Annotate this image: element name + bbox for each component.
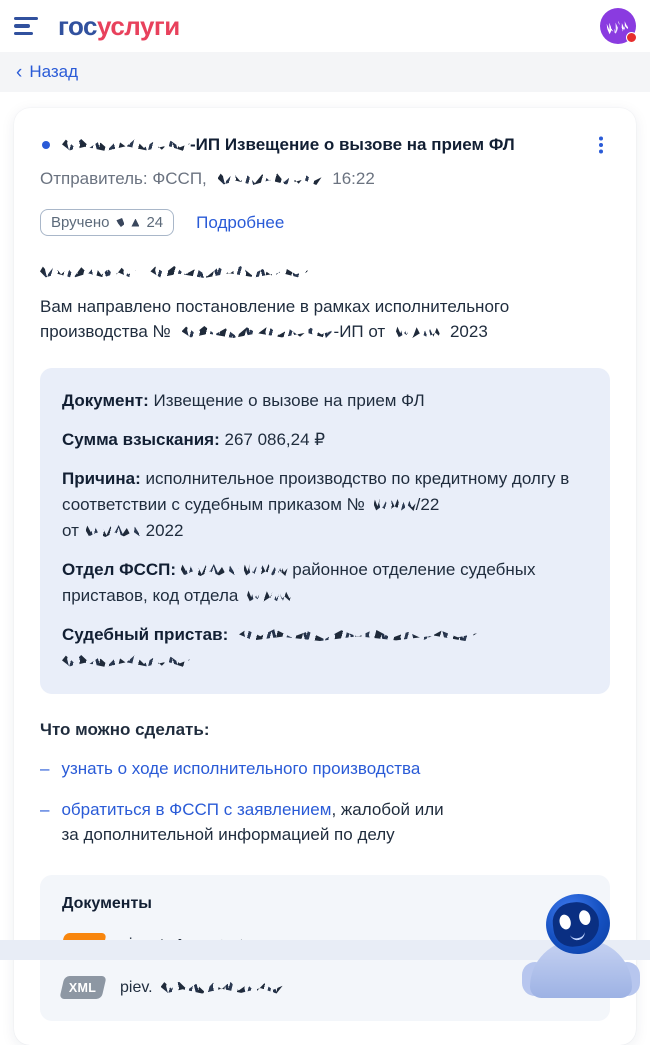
logo-part-blue: гос bbox=[58, 10, 97, 41]
document-row-xml[interactable] bbox=[62, 976, 588, 999]
back-navigation-bar bbox=[0, 52, 650, 92]
detail-document: Документ: Извещение о вызове на прием ФЛ bbox=[62, 391, 425, 410]
robot-assistant-icon[interactable] bbox=[522, 894, 640, 998]
action-link-contact-fssp[interactable]: обратиться в ФССП с заявлением bbox=[61, 800, 332, 819]
message-body: Вам направлено постановление в рамках исполнительного производства № -ИП от 2023 bbox=[40, 297, 510, 341]
redacted-district-2 bbox=[244, 564, 288, 576]
status-label: Вручено bbox=[51, 214, 110, 231]
details-link[interactable]: Подробнее bbox=[196, 212, 285, 232]
detail-reason: Причина: исполнительное производство по кредитному долгу в соответствии с судебным приказом № /22 от 2022 bbox=[62, 469, 570, 540]
menu-icon[interactable] bbox=[14, 16, 40, 36]
xml-file-icon: XML bbox=[59, 976, 106, 999]
message-title: -ИП Извещение о вызове на прием ФЛ bbox=[62, 134, 592, 156]
notification-dot bbox=[626, 32, 637, 43]
unread-dot bbox=[42, 141, 50, 149]
action-item: – обратиться в ФССП с заявлением, жалобой или за дополнительной информацией по делу bbox=[40, 797, 610, 847]
detail-department: Отдел ФССП: районное отделение судебных приставов, код отдела bbox=[62, 560, 536, 605]
back-button[interactable] bbox=[16, 62, 78, 82]
status-row bbox=[40, 209, 610, 236]
sender-line: Отправитель: ФССП, 16:22 bbox=[40, 169, 375, 188]
action-item bbox=[40, 756, 610, 781]
documents-heading: Документы bbox=[62, 895, 152, 912]
detail-sum: Сумма взыскания: 267 086,24 ₽ bbox=[62, 430, 326, 449]
redacted-order-date bbox=[86, 525, 144, 537]
back-label: Назад bbox=[29, 62, 79, 81]
redacted-bailiff-name-1 bbox=[239, 629, 477, 641]
triangle-icon bbox=[131, 219, 139, 227]
redacted-mark-icon bbox=[116, 218, 124, 227]
redacted-salutation-line bbox=[40, 264, 610, 282]
dash-bullet: – bbox=[40, 800, 50, 819]
status-badge[interactable] bbox=[40, 209, 174, 236]
action-link-proceeding-status[interactable]: узнать о ходе исполнительного производства bbox=[61, 759, 421, 778]
redacted-bailiff-name-2 bbox=[62, 655, 190, 667]
sum-value: 267 086,24 ₽ bbox=[224, 430, 326, 449]
detail-bailiff: Судебный пристав: bbox=[62, 622, 588, 674]
redacted-avatar-initials bbox=[606, 19, 630, 35]
redacted-filename bbox=[161, 982, 283, 994]
redacted-sender-date bbox=[218, 173, 322, 185]
redacted-proceeding-number bbox=[182, 326, 334, 338]
case-details-box bbox=[40, 368, 610, 694]
actions-heading: Что можно сделать: bbox=[40, 720, 210, 739]
message-time: 16:22 bbox=[332, 169, 375, 188]
app-header bbox=[0, 0, 650, 52]
message-title-row bbox=[40, 134, 610, 156]
document-name: piev. bbox=[120, 979, 570, 997]
redacted-order-number bbox=[374, 499, 416, 511]
redacted-dept-code bbox=[247, 590, 293, 602]
redacted-case-number bbox=[62, 139, 190, 151]
message-kebab-menu[interactable] bbox=[592, 134, 610, 156]
gosuslugi-logo[interactable] bbox=[58, 11, 180, 42]
message-page bbox=[0, 92, 650, 996]
chevron-left-icon: ‹ bbox=[16, 61, 23, 83]
avatar[interactable] bbox=[600, 8, 636, 44]
status-count: 24 bbox=[146, 214, 164, 231]
dash-bullet: – bbox=[40, 759, 50, 778]
redacted-district-1 bbox=[181, 564, 239, 576]
logo-part-red: услуги bbox=[97, 10, 180, 41]
redacted-date bbox=[396, 326, 444, 338]
